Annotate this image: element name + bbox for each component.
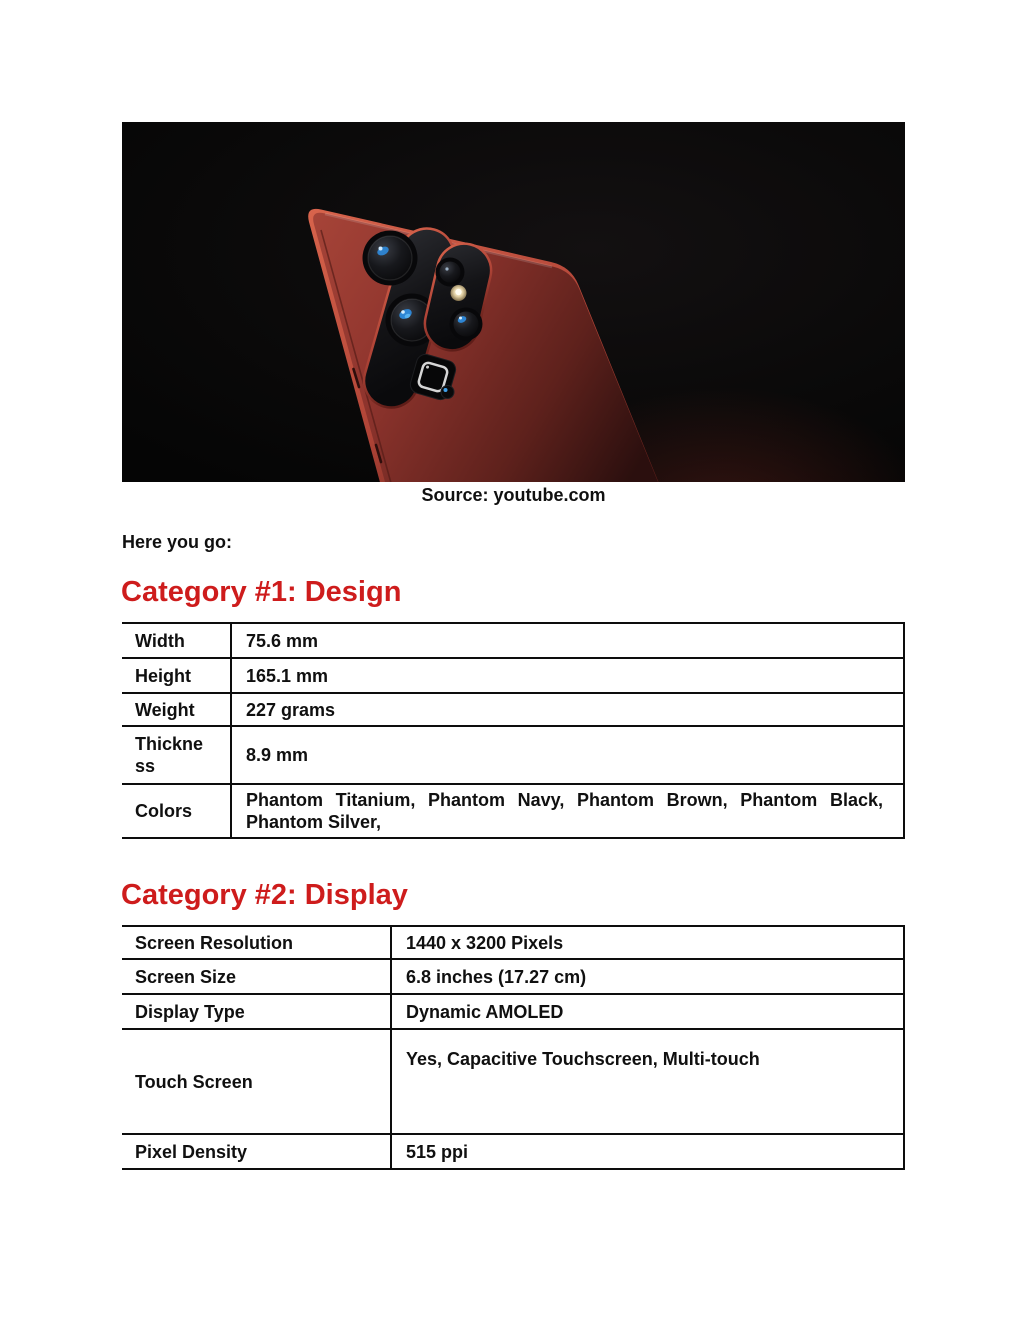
spec-label: Colors bbox=[135, 801, 193, 821]
spec-value: Dynamic AMOLED bbox=[390, 995, 903, 1028]
spec-label: Screen Size bbox=[135, 966, 237, 987]
spec-label-text: Thickness bbox=[135, 734, 204, 776]
spec-label: Height bbox=[135, 665, 191, 686]
red-phone-image bbox=[122, 122, 905, 482]
table-row bbox=[122, 694, 903, 727]
table-row bbox=[122, 995, 903, 1030]
spec-value-text: Phantom Titanium, Phantom Navy, Phantom Brown, Phantom Black, Phantom Silver, bbox=[246, 790, 883, 832]
spec-value: 6.8 inches (17.27 cm) bbox=[390, 960, 903, 993]
spec-label: Pixel Density bbox=[135, 1141, 248, 1162]
aux-lens bbox=[441, 386, 454, 399]
spec-label: Display Type bbox=[135, 1001, 245, 1022]
table-row bbox=[122, 1030, 903, 1135]
intro-text: Here you go: bbox=[122, 532, 233, 552]
table-row bbox=[122, 1135, 903, 1170]
image-caption: Source: youtube.com bbox=[421, 485, 606, 505]
spec-value: Yes, Capacitive Touchscreen, Multi-touch bbox=[390, 1030, 903, 1133]
spec-label: Screen Resolution bbox=[135, 932, 294, 953]
table-row bbox=[122, 785, 903, 839]
spec-value: 227 grams bbox=[230, 694, 903, 725]
display-spec-table bbox=[122, 925, 905, 1170]
table-row bbox=[122, 960, 903, 995]
spec-label: Touch Screen bbox=[135, 1071, 253, 1092]
spec-value: 8.9 mm bbox=[230, 727, 903, 783]
design-spec-table bbox=[122, 622, 905, 839]
table-row bbox=[122, 624, 903, 659]
spec-value: 165.1 mm bbox=[230, 659, 903, 692]
camera-lens-1 bbox=[363, 231, 418, 286]
table-row bbox=[122, 659, 903, 694]
pill-lens-bottom bbox=[450, 308, 483, 341]
section-heading-design: Category #1: Design bbox=[121, 576, 402, 608]
spec-value: 75.6 mm bbox=[230, 624, 903, 657]
flash-led bbox=[451, 285, 467, 301]
red-phone-illustration bbox=[122, 122, 905, 482]
spec-label: Width bbox=[135, 630, 185, 651]
spec-value: 1440 x 3200 Pixels bbox=[390, 927, 903, 958]
section-heading-display: Category #2: Display bbox=[121, 879, 408, 911]
spec-value: 515 ppi bbox=[390, 1135, 903, 1168]
spec-value bbox=[230, 785, 903, 837]
table-row bbox=[122, 727, 903, 785]
spec-label bbox=[122, 727, 230, 783]
table-row bbox=[122, 927, 903, 960]
pill-lens-top bbox=[436, 258, 465, 287]
spec-label: Weight bbox=[135, 699, 195, 720]
